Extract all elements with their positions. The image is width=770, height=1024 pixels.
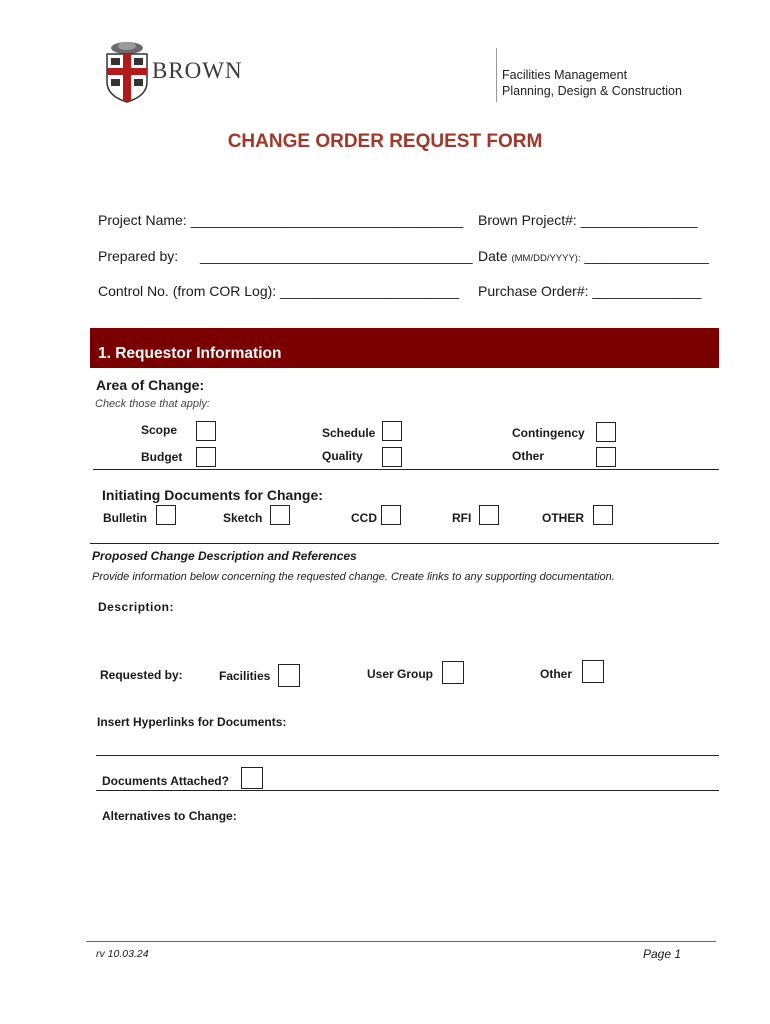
rfi-label: RFI	[452, 511, 472, 525]
initiating-docs-label: Initiating Documents for Change:	[102, 487, 323, 503]
schedule-label: Schedule	[322, 426, 376, 440]
footer-divider	[86, 941, 716, 942]
area-of-change-label: Area of Change:	[96, 377, 205, 393]
hyperlinks-label: Insert Hyperlinks for Documents:	[97, 715, 287, 729]
sketch-checkbox[interactable]	[270, 505, 290, 525]
doc-other-label: OTHER	[542, 511, 584, 525]
date-format: (MM/DD/YYYY):	[511, 253, 581, 264]
user-group-label: User Group	[367, 667, 434, 681]
brown-project-field[interactable]: Brown Project#: _______________	[478, 212, 698, 228]
proposed-hint: Provide information below concerning the requested change. Create links to any supporting documentation.	[92, 571, 615, 583]
prepared-by-field[interactable]: ___________________________________	[200, 248, 473, 264]
page-number: Page 1	[643, 947, 682, 961]
section-header-bar	[90, 328, 719, 368]
date-field[interactable]	[478, 248, 709, 264]
divider-area	[93, 469, 719, 470]
purchase-order-field[interactable]: Purchase Order#: ______________	[478, 283, 702, 299]
divider-hyperlinks	[96, 755, 719, 756]
bulletin-label: Bulletin	[103, 511, 147, 525]
date-line: ________________	[584, 248, 710, 264]
user-group-checkbox[interactable]	[442, 661, 464, 684]
documents-attached-label: Documents Attached?	[102, 774, 229, 788]
budget-checkbox[interactable]	[196, 447, 216, 467]
prepared-by-label: Prepared by:	[98, 248, 179, 264]
requester-other-label: Other	[540, 667, 573, 681]
quality-label: Quality	[322, 449, 363, 463]
divider-attached	[96, 790, 719, 791]
header-divider	[496, 48, 497, 102]
facilities-checkbox[interactable]	[278, 664, 300, 687]
facilities-label: Facilities	[219, 669, 271, 683]
revision-label: rv 10.03.24	[96, 948, 149, 960]
sketch-label: Sketch	[223, 511, 263, 525]
divider-docs	[90, 543, 719, 544]
scope-label: Scope	[141, 423, 178, 437]
ccd-checkbox[interactable]	[381, 505, 401, 525]
department-subtitle: Planning, Design & Construction	[502, 84, 682, 98]
scope-checkbox[interactable]	[196, 421, 216, 441]
section-title: 1. Requestor Information	[98, 345, 282, 362]
control-no-field[interactable]: Control No. (from COR Log): _______________________	[98, 283, 460, 299]
project-name-field[interactable]: Project Name: ___________________________________	[98, 212, 464, 228]
ccd-label: CCD	[351, 511, 377, 525]
contingency-checkbox[interactable]	[596, 422, 616, 442]
department-name: Facilities Management	[502, 68, 628, 82]
contingency-label: Contingency	[512, 426, 585, 440]
requested-by-label: Requested by:	[100, 668, 183, 682]
bulletin-checkbox[interactable]	[156, 505, 176, 525]
check-hint: Check those that apply:	[95, 398, 210, 410]
proposed-heading: Proposed Change Description and References	[92, 549, 357, 563]
quality-checkbox[interactable]	[382, 447, 402, 467]
brown-logo	[104, 38, 150, 104]
requester-other-checkbox[interactable]	[582, 660, 604, 683]
schedule-checkbox[interactable]	[382, 421, 402, 441]
rfi-checkbox[interactable]	[479, 505, 499, 525]
form-title: CHANGE ORDER REQUEST FORM	[227, 131, 543, 152]
area-other-checkbox[interactable]	[596, 447, 616, 467]
documents-attached-checkbox[interactable]	[241, 767, 263, 789]
area-other-label: Other	[512, 449, 545, 463]
university-name: BROWN	[152, 58, 243, 83]
doc-other-checkbox[interactable]	[593, 505, 613, 525]
alternatives-label: Alternatives to Change:	[102, 809, 237, 823]
budget-label: Budget	[141, 450, 183, 464]
brown-shield-icon	[104, 38, 150, 104]
date-label: Date	[478, 248, 508, 264]
description-label: Description:	[98, 600, 175, 614]
